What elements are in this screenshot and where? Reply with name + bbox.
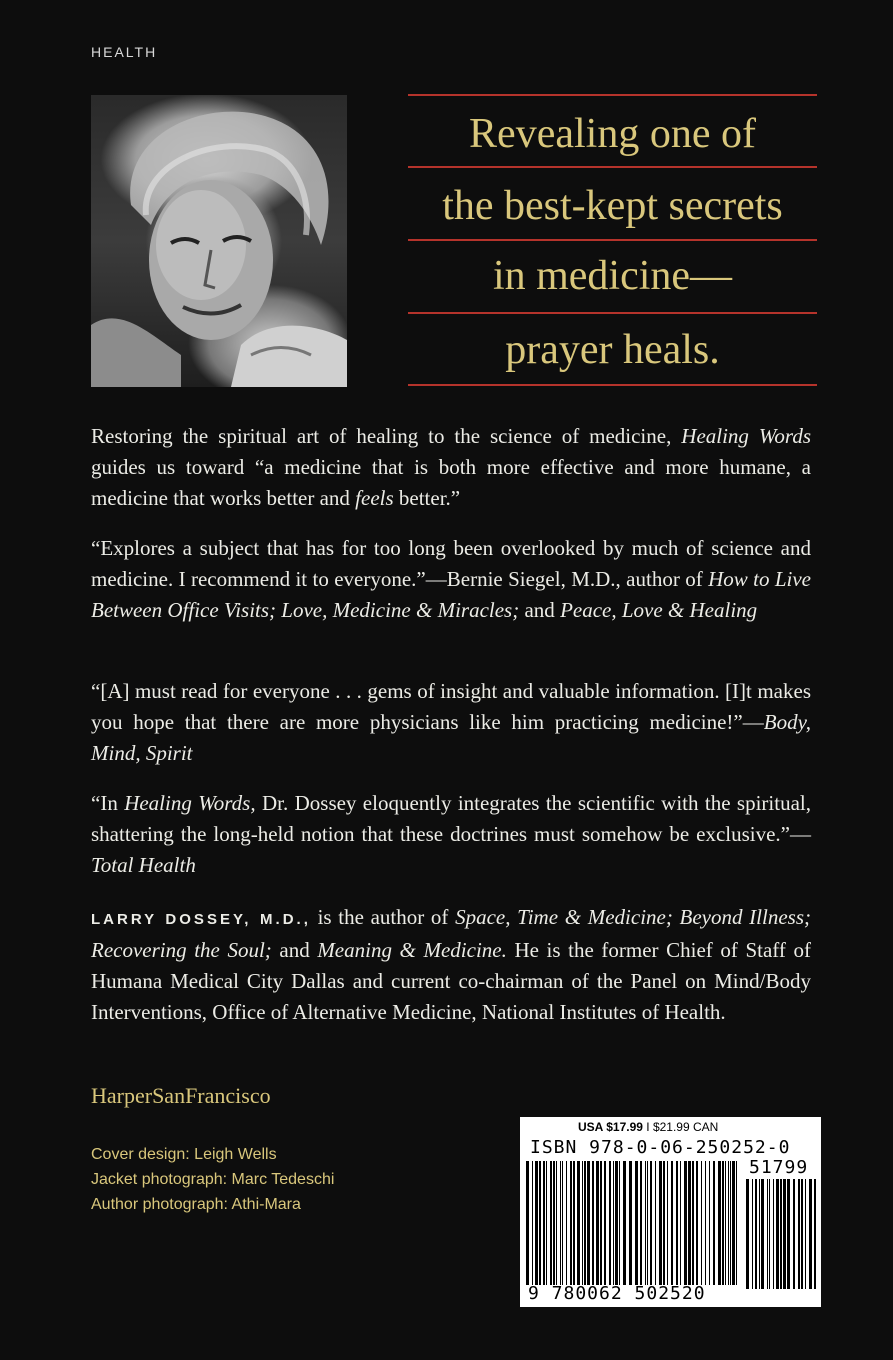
barcode-bar: [584, 1161, 586, 1285]
barcode-bar: [759, 1179, 760, 1289]
barcode-bar: [543, 1161, 545, 1285]
category-label: HEALTH: [91, 44, 158, 60]
credit-author-photo: Author photograph: Athi-Mara: [91, 1196, 301, 1213]
barcode-bar: [667, 1161, 668, 1285]
barcode-bar: [793, 1179, 795, 1289]
barcode-bar: [663, 1161, 665, 1285]
barcode-bar: [798, 1179, 800, 1289]
credits-list: [91, 1142, 334, 1217]
barcode-bar: [722, 1161, 724, 1285]
tagline-line: in medicine—: [492, 253, 733, 299]
barcode-bar: [676, 1161, 678, 1285]
barcode-bar: [752, 1179, 753, 1289]
barcode-bar: [582, 1161, 583, 1285]
barcode-bar: [701, 1161, 702, 1285]
barcode-bar: [604, 1161, 606, 1285]
barcode-bar: [814, 1179, 816, 1289]
tagline-line: the best-kept secrets: [442, 183, 783, 229]
tagline-line: prayer heals.: [505, 327, 720, 373]
barcode-bar: [615, 1161, 618, 1285]
isbn-text: ISBN 978-0-06-250252-0: [530, 1137, 791, 1158]
intro-paragraph: Restoring the spiritual art of healing to the science of medicine, Healing Words guides us toward “a medicine that is both more effective and more humane, a medicine that works better and feels better.”: [91, 424, 811, 510]
barcode-bar: [776, 1179, 779, 1289]
barcode-bar: [805, 1179, 806, 1289]
barcode-bar: [640, 1161, 642, 1285]
barcode-bar: [560, 1161, 561, 1285]
tagline-rule: [408, 239, 817, 241]
barcode-bar: [688, 1161, 691, 1285]
barcode-bar: [526, 1161, 529, 1285]
barcode-bar: [553, 1161, 555, 1285]
barcode-bar: [655, 1161, 656, 1285]
barcode-bar: [629, 1161, 632, 1285]
barcode-bar: [680, 1161, 681, 1285]
tagline-rule: [408, 94, 817, 96]
barcode-panel: [520, 1117, 821, 1307]
barcode-bar: [730, 1161, 731, 1285]
barcode-bar: [573, 1161, 575, 1285]
barcode-bar: [535, 1161, 538, 1285]
barcode-bar: [787, 1179, 790, 1289]
author-name: LARRY DOSSEY, M.D.,: [91, 911, 311, 928]
book-title: Healing Words: [681, 424, 811, 448]
barcode-bar: [556, 1161, 557, 1285]
barcode-bar: [767, 1179, 768, 1289]
barcode-bar: [546, 1161, 547, 1285]
tagline-rule: [408, 166, 817, 168]
barcode-bar: [577, 1161, 580, 1285]
barcode-bar: [755, 1179, 757, 1289]
publisher-name: HarperSanFrancisco: [91, 1083, 271, 1108]
addon-code-text: 51799: [749, 1157, 809, 1178]
barcode-bar: [623, 1161, 626, 1285]
barcode-bar: [728, 1161, 729, 1285]
barcode-bar: [809, 1179, 812, 1289]
credit-jacket-photo: Jacket photograph: Marc Tedeschi: [91, 1171, 335, 1188]
barcode-bar: [613, 1161, 614, 1285]
barcode-bar: [539, 1161, 541, 1285]
tagline-panel: [408, 94, 817, 388]
barcode-bar: [705, 1161, 706, 1285]
barcode-bar: [692, 1161, 694, 1285]
barcode-bar: [709, 1161, 710, 1285]
author-portrait-illustration: [91, 95, 347, 387]
barcode-bar: [696, 1161, 698, 1285]
blurb-body-mind-spirit: “[A] must read for everyone . . . gems of insight and valuable information. [I]t makes you hope that there are more physicians like him practicing medicine!”—Body, Mind, Spirit: [91, 679, 811, 765]
barcode-bar: [801, 1179, 803, 1289]
ean-digits-text: 9 780062 502520: [528, 1283, 706, 1304]
barcode-bar: [725, 1161, 726, 1285]
barcode-bar: [769, 1179, 770, 1289]
barcode-bar: [562, 1161, 563, 1285]
barcode-bar: [780, 1179, 782, 1289]
tagline-rule: [408, 312, 817, 314]
barcode-bar: [550, 1161, 552, 1285]
barcode-bar: [566, 1161, 567, 1285]
barcode-bar: [645, 1161, 646, 1285]
barcode-bar: [732, 1161, 735, 1285]
barcode-bar: [647, 1161, 648, 1285]
barcode-bar: [659, 1161, 662, 1285]
barcode-bar: [600, 1161, 602, 1285]
barcode-bar: [761, 1179, 764, 1289]
ean-barcode-bars: [526, 1161, 740, 1285]
barcode-bar: [596, 1161, 599, 1285]
barcode-bar: [746, 1179, 749, 1289]
barcode-bar: [592, 1161, 594, 1285]
barcode-bar: [773, 1179, 774, 1289]
barcode-bar: [736, 1161, 737, 1285]
barcode-bar: [650, 1161, 652, 1285]
barcode-bar: [570, 1161, 572, 1285]
barcode-bar: [532, 1161, 533, 1285]
blurb-total-health: “In Healing Words, Dr. Dossey eloquently integrates the scientific with the spiritual, shattering the long-held notion that these doctrines must somehow be exclusive.”—Total Health: [91, 791, 811, 877]
barcode-bar: [783, 1179, 786, 1289]
blurb-siegel: “Explores a subject that has for too long been overlooked by much of science and medicine. I recommend it to everyone.”—Bernie Siegel, M.D., author of How to Live Between Office Visits; Love, Medicine & Miracles; and Peace, Love & Healing: [91, 536, 811, 622]
barcode-bar: [684, 1161, 687, 1285]
price-line: USA $17.99 I $21.99 CAN: [578, 1120, 719, 1134]
barcode-bar: [609, 1161, 611, 1285]
barcode-bar: [587, 1161, 590, 1285]
barcode-bar: [619, 1161, 620, 1285]
barcode-bar: [635, 1161, 638, 1285]
tagline-line: Revealing one of: [469, 111, 756, 157]
author-bio: LARRY DOSSEY, M.D., is the author of Space, Time & Medicine; Beyond Illness; Recovering the Soul; and Meaning & Medicine. He is the former Chief of Staff of Humana Medical City Dallas and current co-chairman of the Panel on Mind/Body Interventions, Office of Alternative Medicine, National Institutes of Health.: [91, 905, 812, 1024]
barcode-bar: [713, 1161, 715, 1285]
tagline-rule: [408, 384, 817, 386]
addon-barcode-bars: [746, 1179, 816, 1289]
credit-cover-design: Cover design: Leigh Wells: [91, 1146, 277, 1163]
author-photo: [91, 95, 347, 387]
barcode-bar: [718, 1161, 721, 1285]
barcode-bar: [671, 1161, 673, 1285]
